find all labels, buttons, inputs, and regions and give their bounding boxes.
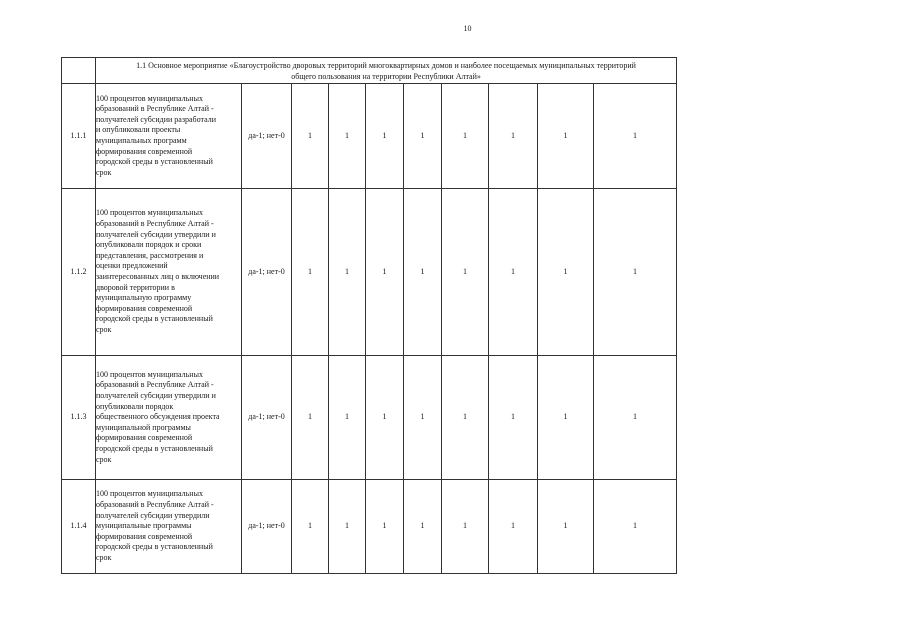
row-value: 1 [329, 84, 366, 189]
row-unit: да-1; нет-0 [242, 189, 292, 356]
description-line: общественного обсуждения проекта [96, 412, 220, 422]
row-value: 1 [594, 189, 677, 356]
row-unit: да-1; нет-0 [242, 480, 292, 574]
section-title-line: 1.1 Основное мероприятие «Благоустройство дворовых территорий многоквартирных домов и наиболее посещаемых муниципальных территорий [136, 60, 636, 70]
row-value: 1 [404, 84, 442, 189]
row-value: 1 [489, 356, 538, 480]
description-line: городской среды в установленный [96, 314, 213, 324]
row-value: 1 [329, 356, 366, 480]
row-value: 1 [538, 480, 594, 574]
row-value: 1 [594, 480, 677, 574]
row-unit: да-1; нет-0 [242, 356, 292, 480]
row-description [96, 189, 242, 356]
description-line: формирования современной [96, 146, 193, 156]
description-line: образований в Республике Алтай - [96, 219, 214, 229]
row-value: 1 [594, 84, 677, 189]
row-value: 1 [329, 480, 366, 574]
row-value: 1 [404, 189, 442, 356]
description-line: представления, рассмотрения и [96, 250, 204, 260]
description-line: заинтересованных лиц о включении [96, 272, 220, 281]
row-code: 1.1.3 [62, 356, 96, 480]
row-value: 1 [489, 84, 538, 189]
description-line: получателей субсидии утвердили и [96, 229, 216, 239]
description-line: формирования современной [96, 303, 193, 313]
table-body [62, 58, 677, 574]
description-line: муниципальные программы [96, 521, 192, 531]
description-line: 100 процентов муниципальных [96, 489, 203, 499]
section-title-line: общего пользования на территории Республики Алтай» [291, 71, 481, 81]
row-value: 1 [366, 84, 404, 189]
description-line: оценки предложений [96, 261, 168, 271]
row-value: 1 [594, 356, 677, 480]
indicators-table [61, 57, 677, 574]
description-line: получателей субсидии разработали [96, 114, 216, 124]
row-value: 1 [538, 356, 594, 480]
row-value: 1 [404, 480, 442, 574]
row-value: 1 [442, 84, 489, 189]
row-code: 1.1.2 [62, 189, 96, 356]
row-value: 1 [292, 84, 329, 189]
description-line: муниципальной программы [96, 422, 191, 432]
description-line: образований в Республике Алтай - [96, 104, 214, 114]
page-number: 10 [463, 24, 472, 33]
description-line: срок [96, 552, 112, 562]
table-row [62, 189, 677, 356]
row-code: 1.1.4 [62, 480, 96, 574]
row-description [96, 480, 242, 574]
table-row [62, 356, 677, 480]
description-line: 100 процентов муниципальных [96, 208, 203, 218]
row-description [96, 84, 242, 189]
row-value: 1 [538, 84, 594, 189]
row-value: 1 [538, 189, 594, 356]
description-line: 100 процентов муниципальных [96, 93, 203, 103]
row-value: 1 [442, 480, 489, 574]
description-line: образований в Республике Алтай - [96, 380, 214, 390]
description-line: срок [96, 324, 112, 334]
row-value: 1 [442, 356, 489, 480]
description-line: городской среды в установленный [96, 443, 213, 453]
description-line: опубликовали порядок и сроки [96, 240, 202, 250]
description-line: и опубликовали проекты [96, 125, 181, 135]
description-line: получателей субсидии утвердили и [96, 391, 216, 401]
description-line: муниципальных программ [96, 136, 187, 145]
description-line: получателей субсидии утвердили [96, 510, 210, 520]
row-value: 1 [489, 480, 538, 574]
row-value: 1 [366, 356, 404, 480]
row-code: 1.1.1 [62, 84, 96, 189]
row-value: 1 [366, 480, 404, 574]
description-line: формирования современной [96, 433, 193, 443]
section-header-blank-cell [62, 58, 96, 84]
row-value: 1 [366, 189, 404, 356]
row-value: 1 [329, 189, 366, 356]
row-value: 1 [489, 189, 538, 356]
description-line: опубликовали порядок [96, 401, 174, 411]
row-value: 1 [292, 189, 329, 356]
description-line: муниципальную программу [96, 293, 192, 303]
description-line: срок [96, 454, 112, 464]
description-line: срок [96, 167, 112, 177]
description-line: образований в Республике Алтай - [96, 500, 214, 510]
row-description [96, 356, 242, 480]
description-line: городской среды в установленный [96, 542, 213, 552]
description-line: формирования современной [96, 531, 193, 541]
description-line: 100 процентов муниципальных [96, 369, 203, 379]
row-value: 1 [292, 480, 329, 574]
section-header-row [62, 58, 677, 84]
row-value: 1 [292, 356, 329, 480]
description-line: дворовой территории в [96, 282, 175, 292]
row-value: 1 [404, 356, 442, 480]
row-value: 1 [442, 189, 489, 356]
table-row [62, 480, 677, 574]
table-row [62, 84, 677, 189]
description-line: городской среды в установленный [96, 157, 213, 167]
row-unit: да-1; нет-0 [242, 84, 292, 189]
section-title [96, 58, 677, 84]
